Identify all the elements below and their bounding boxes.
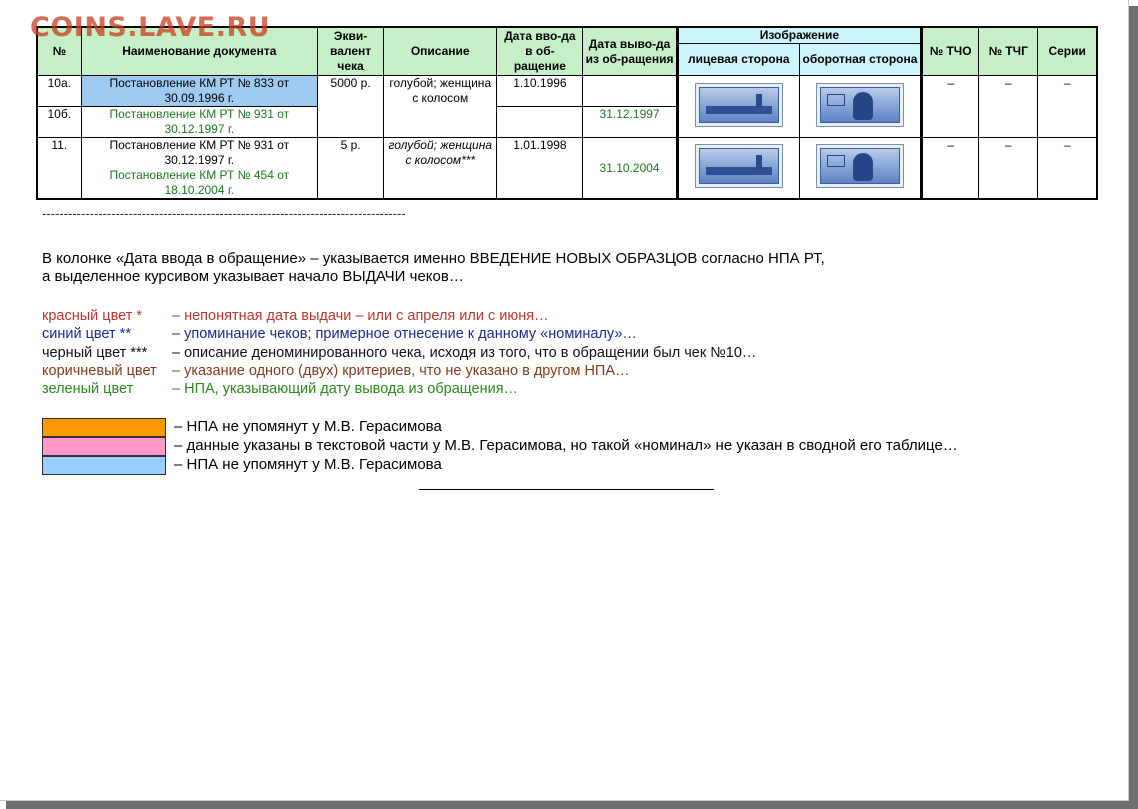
- row-num: 11.: [37, 138, 81, 200]
- row-image-front: [677, 76, 799, 138]
- swatch-text: – НПА не упомянут у М.В. Герасимова: [174, 418, 442, 435]
- swatch-row-blue: [42, 456, 442, 475]
- legend-blue: [42, 325, 637, 343]
- legend-text: – указание одного (двух) критериев, что не указано в другом НПА…: [172, 363, 630, 379]
- header-image-front: лицевая сторона: [677, 44, 799, 76]
- legend-label: коричневый цвет: [42, 363, 157, 379]
- closing-rule: [419, 489, 714, 490]
- row-date-out-empty: [583, 76, 677, 107]
- table-row: [37, 138, 1097, 200]
- legend-brown: [42, 362, 630, 380]
- banknote-back-image: [816, 83, 904, 127]
- header-image: Изображение: [677, 27, 921, 44]
- header-description: Описание: [384, 27, 497, 76]
- header-date-out: Дата выво-да из об-ращения: [583, 27, 677, 76]
- swatch-text: – данные указаны в текстовой части у М.В. Герасимова, но такой «номинал» не указан в сводной его таблице…: [174, 437, 958, 454]
- row-description: голубой; женщина с колосом: [384, 76, 497, 138]
- banknote-back-image: [816, 144, 904, 188]
- row-tcho: –: [922, 138, 979, 200]
- header-image-back: оборотная сторона: [799, 44, 921, 76]
- row-image-back: [799, 76, 921, 138]
- note-paragraph-2: а выделенное курсивом указывает начало ВЫДАЧИ чеков…: [42, 268, 464, 285]
- row-date-in: 1.10.1996: [497, 76, 583, 107]
- row-date-in: 1.01.1998: [497, 138, 583, 200]
- row-tcho: –: [922, 76, 979, 138]
- header-num: №: [37, 27, 81, 76]
- legend-label: черный цвет ***: [42, 345, 148, 361]
- row-document-name: [81, 138, 317, 200]
- row-document-name: Постановление КМ РТ № 931 от 30.12.1997 г.: [81, 107, 317, 138]
- row-document-name-2: Постановление КМ РТ № 454 от 18.10.2004 г.: [109, 168, 290, 197]
- legend-text: – непонятная дата выдачи – или с апреля или с июня…: [172, 308, 549, 324]
- color-swatch-pink: [42, 437, 166, 456]
- swatch-text: – НПА не упомянут у М.В. Герасимова: [174, 456, 442, 473]
- legend-text: – упоминание чеков; примерное отнесение к данному «номиналу»…: [172, 326, 637, 342]
- color-swatch-orange: [42, 418, 166, 437]
- header-tchg: № ТЧГ: [979, 27, 1038, 76]
- row-series: –: [1038, 138, 1097, 200]
- row-tchg: –: [979, 138, 1038, 200]
- row-image-front: [677, 138, 799, 200]
- row-document-name-1: Постановление КМ РТ № 931 от 30.12.1997 г.: [109, 138, 290, 167]
- row-document-name: Постановление КМ РТ № 833 от 30.09.1996 г.: [81, 76, 317, 107]
- legend-green: [42, 380, 518, 398]
- banknote-front-image: [695, 144, 783, 188]
- row-image-back: [799, 138, 921, 200]
- row-num: 10а.: [37, 76, 81, 107]
- row-equivalent: 5000 р.: [318, 76, 384, 138]
- legend-text: – описание деноминированного чека, исходя из того, что в обращении был чек №10…: [172, 345, 757, 361]
- banknote-front-image: [695, 83, 783, 127]
- header-series: Серии: [1038, 27, 1097, 76]
- row-equivalent: 5 р.: [318, 138, 384, 200]
- swatch-row-pink: [42, 437, 958, 456]
- header-document-name: Наименование документа: [81, 27, 317, 76]
- legend-red: [42, 307, 549, 325]
- header-tcho: № ТЧО: [922, 27, 979, 76]
- header-equivalent: Экви-валент чека: [318, 27, 384, 76]
- legend-label: зеленый цвет: [42, 381, 134, 397]
- page-shadow-bottom: [6, 801, 1138, 809]
- header-date-in: Дата вво-да в об-ращение: [497, 27, 583, 76]
- row-date-out: 31.12.1997: [583, 107, 677, 138]
- table-row: [37, 76, 1097, 107]
- swatch-row-orange: [42, 418, 442, 437]
- legend-label: красный цвет *: [42, 308, 143, 324]
- row-tchg: –: [979, 76, 1038, 138]
- dashed-separator: ------------------------------------------------------------------------------------: [42, 206, 406, 221]
- row-date-out: 31.10.2004: [583, 138, 677, 200]
- legend-label: синий цвет **: [42, 326, 131, 342]
- watermark-logo: COINS.LAVE.RU: [30, 12, 271, 43]
- legend-text: – НПА, указывающий дату вывода из обращения…: [172, 381, 519, 397]
- note-paragraph-1: В колонке «Дата ввода в обращение» – указывается именно ВВЕДЕНИЕ НОВЫХ ОБРАЗЦОВ согласно НПА РТ,: [42, 250, 825, 267]
- row-description: голубой; женщина с колосом***: [384, 138, 497, 200]
- row-date-in-empty: [497, 107, 583, 138]
- row-num: 10б.: [37, 107, 81, 138]
- row-series: –: [1038, 76, 1097, 138]
- legend-black: [42, 344, 756, 362]
- color-swatch-blue: [42, 456, 166, 475]
- page-shadow-right: [1129, 6, 1138, 809]
- documents-table: [36, 26, 1098, 200]
